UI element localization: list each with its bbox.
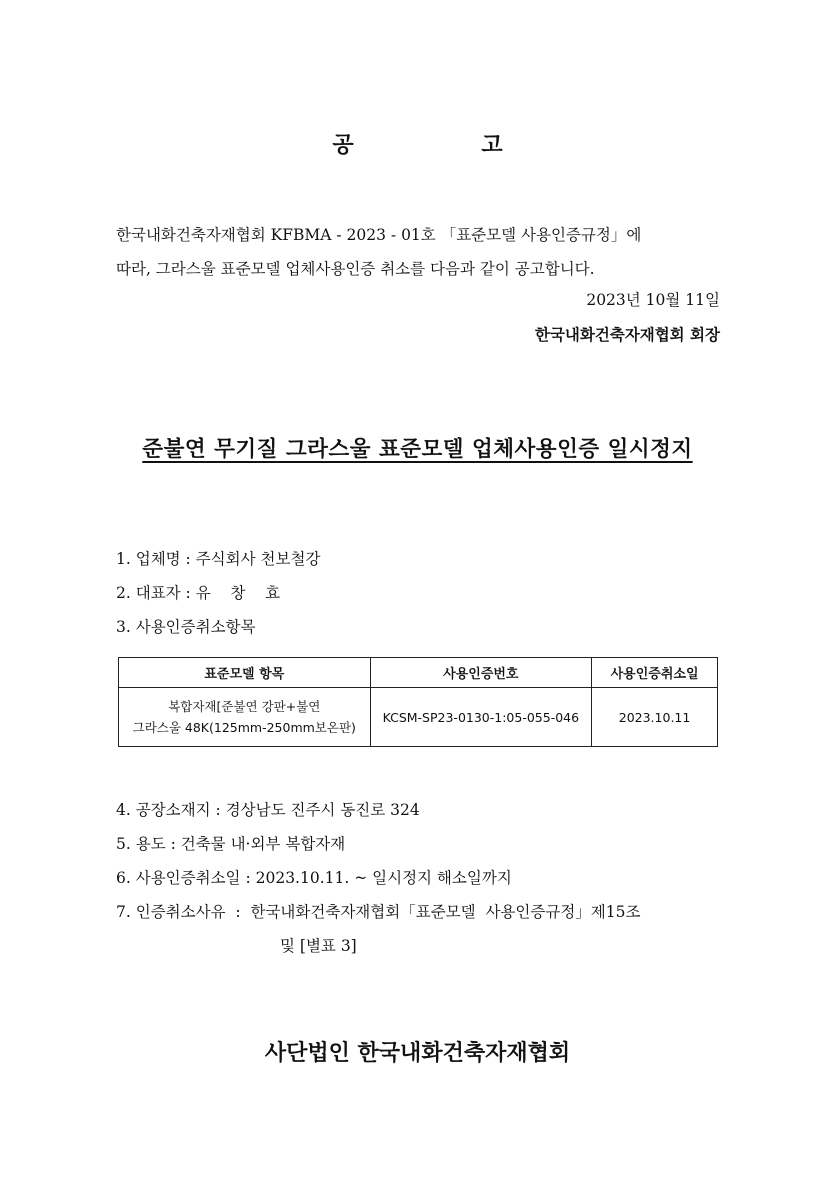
list-item-continued: 및 [별표 3] <box>280 937 357 955</box>
intro-line: 따라, 그라스울 표준모델 업체사용인증 취소를 다음과 같이 공고합니다. <box>116 260 595 278</box>
list-item: 6. 사용인증취소일 : 2023.10.11. ~ 일시정지 해소일까지 <box>116 869 512 887</box>
item-list-top <box>116 542 320 644</box>
headline: 준불연 무기질 그라스울 표준모델 업체사용인증 일시정지 <box>142 437 693 462</box>
cell-item <box>119 688 371 747</box>
list-item: 3. 사용인증취소항목 <box>116 618 256 636</box>
notice-title: 공 고 <box>332 132 563 158</box>
table-row <box>119 688 718 747</box>
notice-signer: 한국내화건축자재협회 회장 <box>534 326 720 344</box>
list-item: 2. 대표자 : 유 창 효 <box>116 584 281 602</box>
notice-date: 2023년 10월 11일 <box>586 291 720 309</box>
cell-cert-no: KCSM-SP23-0130-1:05-055-046 <box>370 688 592 747</box>
cell-item-line: 그라스울 48K(125mm-250mm보온판) <box>132 720 356 735</box>
list-item: 5. 용도 : 건축물 내·외부 복합자재 <box>116 835 346 853</box>
header-cell-cert-no: 사용인증번호 <box>370 658 592 688</box>
item-list-bottom <box>116 793 640 963</box>
list-item: 7. 인증취소사유 : 한국내화건축자재협회「표준모델 사용인증규정」제15조 <box>116 903 641 921</box>
header-cell-cancel-date: 사용인증취소일 <box>592 658 718 688</box>
certification-table <box>118 657 718 747</box>
issuer-footer: 사단법인 한국내화건축자재협회 <box>264 1041 571 1066</box>
list-item: 1. 업체명 : 주식회사 천보철강 <box>116 550 321 568</box>
cell-cancel-date: 2023.10.11 <box>592 688 718 747</box>
cell-item-line: 복합자재[준불연 강판+불연 <box>168 699 321 714</box>
table-header-row <box>119 658 718 688</box>
list-item: 4. 공장소재지 : 경상남도 진주시 동진로 324 <box>116 801 420 819</box>
intro-paragraph <box>116 218 720 286</box>
intro-line: 한국내화건축자재협회 KFBMA - 2023 - 01호 「표준모델 사용인증규정」에 <box>116 226 642 244</box>
header-cell-item: 표준모델 항목 <box>119 658 371 688</box>
